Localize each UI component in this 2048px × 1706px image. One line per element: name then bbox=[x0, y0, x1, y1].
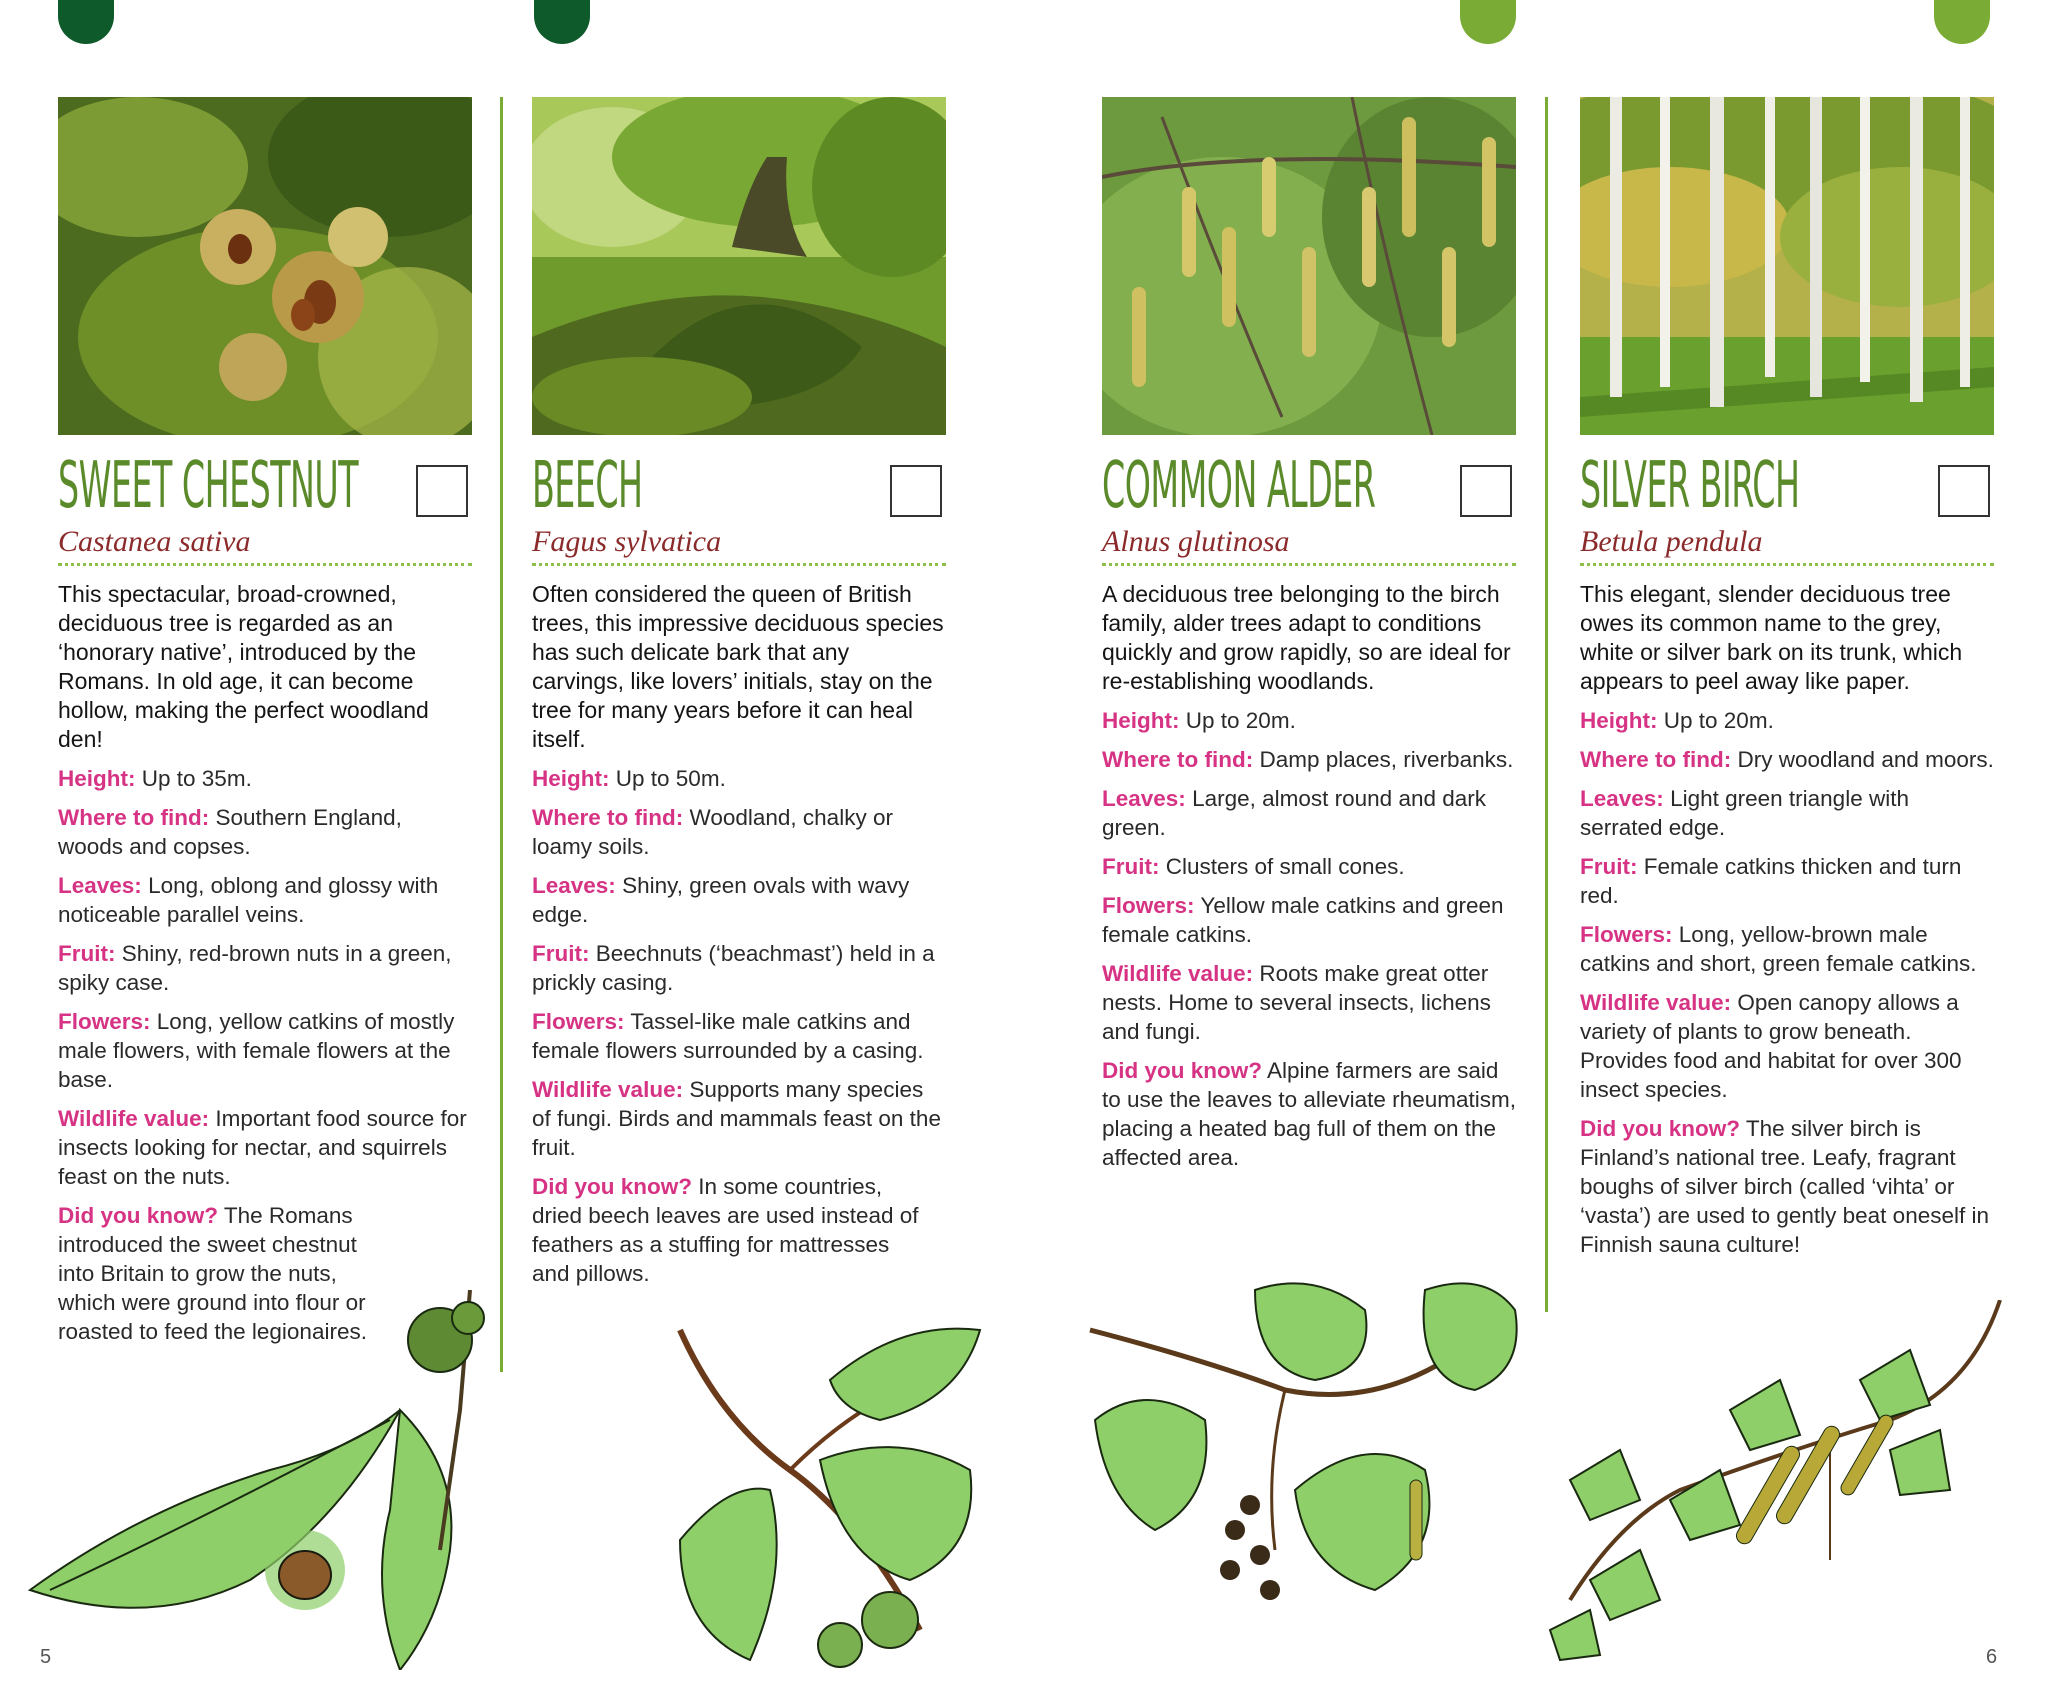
tree-card-beech bbox=[532, 97, 946, 1288]
tree-name: SWEET CHESTNUT bbox=[58, 449, 359, 523]
fact-label: Flowers: bbox=[1580, 922, 1673, 947]
fact-value: Shiny, red-brown nuts in a green, spiky case. bbox=[58, 941, 452, 995]
tree-description: This elegant, slender deciduous tree owes its common name to the grey, white or silver bark on its trunk, which appears to peel away like paper. bbox=[1580, 581, 1963, 694]
top-tab-marker bbox=[534, 0, 590, 44]
tree-photo bbox=[1102, 97, 1516, 435]
fact-value: Dry woodland and moors. bbox=[1737, 747, 1994, 772]
fact-where bbox=[58, 803, 472, 861]
dotted-divider bbox=[58, 563, 472, 566]
fact-label: Where to find: bbox=[1102, 747, 1254, 772]
fact-label: Fruit: bbox=[1580, 854, 1638, 879]
tree-name: SILVER BIRCH bbox=[1580, 449, 1800, 523]
fact-wildlife bbox=[1102, 959, 1516, 1046]
fact-label: Where to find: bbox=[58, 805, 210, 830]
fact-label: Wildlife value: bbox=[532, 1077, 684, 1102]
fact-value: The silver birch is Finland’s national tree. Leafy, fragrant boughs of silver birch (called ‘vihta’ or ‘vasta’) are used to gently beat oneself in Finnish sauna culture! bbox=[1580, 1116, 1989, 1257]
fact-label: Did you know? bbox=[1580, 1116, 1740, 1141]
fact-flowers bbox=[58, 1007, 472, 1094]
fact-value: Alpine farmers are said to use the leaves to alleviate rheumatism, placing a heated bag full of them on the affected area. bbox=[1102, 1058, 1516, 1170]
page-number-right: 6 bbox=[1986, 1646, 1998, 1668]
fact-label: Where to find: bbox=[532, 805, 684, 830]
tree-description: This spectacular, broad-crowned, deciduous tree is regarded as an ‘honorary native’, introduced by the Romans. In old age, it can become hollow, making the perfect woodland den! bbox=[58, 581, 429, 752]
fact-value: Female catkins thicken and turn red. bbox=[1580, 854, 1962, 908]
fact-flowers bbox=[532, 1007, 946, 1065]
fact-value: Light green triangle with serrated edge. bbox=[1580, 786, 1909, 840]
fact-value: Clusters of small cones. bbox=[1165, 854, 1405, 879]
spotted-checkbox[interactable] bbox=[416, 465, 468, 517]
spotted-checkbox[interactable] bbox=[1938, 465, 1990, 517]
fact-value: Roots make great otter nests. Home to several insects, lichens and fungi. bbox=[1102, 961, 1491, 1044]
fact-value: Damp places, riverbanks. bbox=[1259, 747, 1514, 772]
fact-height bbox=[1102, 706, 1516, 735]
page-number-left: 5 bbox=[40, 1646, 52, 1668]
tree-card-sweet-chestnut bbox=[58, 97, 472, 1346]
fact-label: Did you know? bbox=[532, 1174, 692, 1199]
fact-fruit bbox=[1580, 852, 1994, 910]
fact-leaves bbox=[1580, 784, 1994, 842]
tree-name: BEECH bbox=[532, 449, 643, 523]
fact-did-you-know bbox=[1102, 1056, 1516, 1172]
tree-description: A deciduous tree belonging to the birch family, alder trees adapt to conditions quickly and grow rapidly, so are ideal for re-establishing woodlands. bbox=[1102, 581, 1511, 694]
dotted-divider bbox=[1102, 563, 1516, 566]
fact-label: Leaves: bbox=[58, 873, 142, 898]
birch-illustration bbox=[1530, 1300, 2010, 1670]
fact-label: Did you know? bbox=[58, 1203, 218, 1228]
latin-name: Castanea sativa bbox=[58, 525, 251, 558]
fact-label: Flowers: bbox=[58, 1009, 151, 1034]
tree-photo bbox=[58, 97, 472, 435]
fact-value: Up to 20m. bbox=[1185, 708, 1296, 733]
fact-leaves bbox=[58, 871, 472, 929]
fact-where bbox=[1102, 745, 1516, 774]
fact-did-you-know bbox=[532, 1172, 922, 1288]
fact-value: Supports many species of fungi. Birds and mammals feast on the fruit. bbox=[532, 1077, 941, 1160]
fact-value: The Romans introduced the sweet chestnut into Britain to grow the nuts, which were ground into flour or roasted to feed the legionaires. bbox=[58, 1203, 367, 1344]
fact-label: Fruit: bbox=[532, 941, 590, 966]
top-tab-marker bbox=[58, 0, 114, 44]
fact-label: Did you know? bbox=[1102, 1058, 1262, 1083]
fact-value: Up to 50m. bbox=[615, 766, 726, 791]
fact-label: Fruit: bbox=[58, 941, 116, 966]
tree-card-silver-birch bbox=[1580, 97, 1994, 1259]
fact-fruit bbox=[58, 939, 472, 997]
tree-card-common-alder bbox=[1102, 97, 1516, 1172]
fact-value: In some countries, dried beech leaves are used instead of feathers as a stuffing for mattresses and pillows. bbox=[532, 1174, 919, 1286]
fact-label: Height: bbox=[532, 766, 610, 791]
fact-height bbox=[532, 764, 946, 793]
fact-value: Yellow male catkins and green female catkins. bbox=[1102, 893, 1504, 947]
fact-value: Large, almost round and dark green. bbox=[1102, 786, 1487, 840]
fact-wildlife bbox=[532, 1075, 946, 1162]
fact-label: Height: bbox=[1102, 708, 1180, 733]
fact-flowers bbox=[1102, 891, 1516, 949]
fact-leaves bbox=[1102, 784, 1516, 842]
alder-illustration bbox=[1085, 1270, 1545, 1630]
dotted-divider bbox=[1580, 563, 1994, 566]
spotted-checkbox[interactable] bbox=[890, 465, 942, 517]
fact-value: Important food source for insects looking for nectar, and squirrels feast on the nuts. bbox=[58, 1106, 467, 1189]
fact-value: Up to 20m. bbox=[1663, 708, 1774, 733]
top-tab-marker bbox=[1934, 0, 1990, 44]
spotted-checkbox[interactable] bbox=[1460, 465, 1512, 517]
column-divider bbox=[1545, 97, 1548, 1312]
fact-value: Long, yellow catkins of mostly male flowers, with female flowers at the base. bbox=[58, 1009, 455, 1092]
beech-illustration bbox=[640, 1300, 1000, 1680]
fact-where bbox=[532, 803, 946, 861]
fact-value: Up to 35m. bbox=[141, 766, 252, 791]
fact-label: Where to find: bbox=[1580, 747, 1732, 772]
fact-did-you-know bbox=[1580, 1114, 1994, 1259]
fact-label: Leaves: bbox=[532, 873, 616, 898]
fact-value: Shiny, green ovals with wavy edge. bbox=[532, 873, 910, 927]
latin-name: Alnus glutinosa bbox=[1102, 525, 1290, 558]
fact-value: Southern England, woods and copses. bbox=[58, 805, 402, 859]
fact-value: Open canopy allows a variety of plants to grow beneath. Provides food and habitat for over 300 insect species. bbox=[1580, 990, 1962, 1102]
column-divider bbox=[500, 97, 503, 1372]
tree-photo bbox=[532, 97, 946, 435]
fact-where bbox=[1580, 745, 1994, 774]
fact-label: Flowers: bbox=[532, 1009, 625, 1034]
fact-value: Long, yellow-brown male catkins and short, green female catkins. bbox=[1580, 922, 1977, 976]
dotted-divider bbox=[532, 563, 946, 566]
fact-label: Height: bbox=[58, 766, 136, 791]
fact-label: Leaves: bbox=[1580, 786, 1664, 811]
fact-fruit bbox=[1102, 852, 1516, 881]
fact-flowers bbox=[1580, 920, 1994, 978]
fact-value: Tassel-like male catkins and female flowers surrounded by a casing. bbox=[532, 1009, 924, 1063]
fact-leaves bbox=[532, 871, 946, 929]
fact-label: Fruit: bbox=[1102, 854, 1160, 879]
fact-value: Beechnuts (‘beachmast’) held in a prickly casing. bbox=[532, 941, 935, 995]
latin-name: Betula pendula bbox=[1580, 525, 1763, 558]
top-tab-marker bbox=[1460, 0, 1516, 44]
fact-wildlife bbox=[1580, 988, 1994, 1104]
fact-value: Woodland, chalky or loamy soils. bbox=[532, 805, 893, 859]
tree-name: COMMON ALDER bbox=[1102, 449, 1376, 523]
fact-label: Wildlife value: bbox=[1580, 990, 1732, 1015]
fact-label: Leaves: bbox=[1102, 786, 1186, 811]
chestnut-illustration bbox=[20, 1290, 490, 1670]
fact-value: Long, oblong and glossy with noticeable parallel veins. bbox=[58, 873, 439, 927]
fact-label: Wildlife value: bbox=[58, 1106, 210, 1131]
latin-name: Fagus sylvatica bbox=[532, 525, 722, 558]
fact-height bbox=[1580, 706, 1994, 735]
fact-label: Wildlife value: bbox=[1102, 961, 1254, 986]
fact-height bbox=[58, 764, 472, 793]
fact-fruit bbox=[532, 939, 946, 997]
fact-label: Flowers: bbox=[1102, 893, 1195, 918]
fact-wildlife bbox=[58, 1104, 472, 1191]
tree-photo bbox=[1580, 97, 1994, 435]
tree-description: Often considered the queen of British trees, this impressive deciduous species has such delicate bark that any carvings, like lovers’ initials, stay on the tree for many years before it can heal itself. bbox=[532, 581, 944, 752]
fact-label: Height: bbox=[1580, 708, 1658, 733]
